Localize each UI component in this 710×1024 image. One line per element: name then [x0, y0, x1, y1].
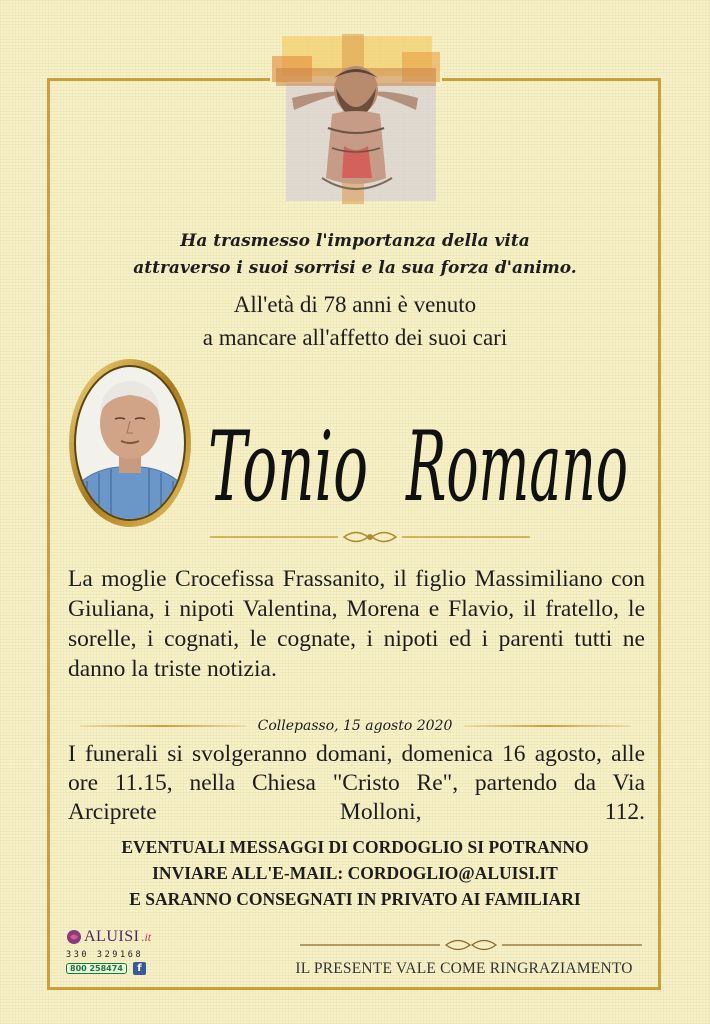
notice-line-3: E SARANNO CONSEGNATI IN PRIVATO AI FAMILIARI	[129, 889, 581, 909]
dateline	[80, 714, 630, 738]
notice-line-2: INVIARE ALL'E-MAIL: CORDOGLIO@ALUISI.IT	[152, 863, 558, 883]
agency-phone: 330 329168	[66, 950, 144, 960]
dateline-rule-left	[80, 725, 246, 727]
dateline-text: Collepasso, 15 agosto 2020	[257, 718, 453, 734]
notice-line-1: EVENTUALI MESSAGGI DI CORDOGLIO SI POTRANNO	[121, 837, 589, 857]
condolence-notice	[0, 834, 710, 912]
agency-contacts	[66, 962, 166, 975]
ornament-divider	[210, 526, 530, 548]
rose-icon	[66, 929, 82, 945]
first-name: Tonio	[208, 411, 368, 518]
quote-line-2: attraverso i suoi sorrisi e la sua forza d'animo.	[133, 258, 577, 278]
thanks-text: IL PRESENTE VALE COME RINGRAZIAMENTO	[295, 960, 633, 977]
age-statement	[0, 288, 710, 354]
agency-logo	[66, 926, 166, 982]
funeral-details: I funerali si svolgeranno domani, domenica 16 agosto, alle ore 11.15, nella Chiesa "Cristo Re", partendo da Via Arciprete Molloni, 112.	[68, 741, 645, 825]
agency-domain: .it	[141, 929, 152, 944]
facebook-icon[interactable]: f	[133, 962, 146, 975]
portrait-photo	[67, 357, 193, 529]
age-line-2: a mancare all'affetto dei suoi cari	[202, 325, 508, 350]
crucifix-illustration	[262, 28, 446, 210]
dateline-rule-right	[464, 725, 630, 727]
announcement-text: La moglie Crocefissa Frassanito, il figlio Massimiliano con Giuliana, i nipoti Valentina, Morena e Flavio, il fratello, le sorelle, i cognati, le cognate, i nipoti ed i parenti tutti ne danno la triste notizia.	[68, 566, 645, 682]
thanks-ornament	[300, 934, 642, 956]
agency-name: ALUISI	[84, 928, 140, 945]
quote-line-1: Ha trasmesso l'importanza della vita	[180, 231, 530, 251]
toll-free-number: 800 258474	[66, 963, 127, 974]
deceased-name	[200, 368, 670, 518]
memorial-quote	[0, 228, 710, 282]
agency-brand	[66, 926, 166, 948]
age-line-1: All'età di 78 anni è venuto	[233, 292, 477, 317]
last-name: Romano	[404, 411, 628, 518]
